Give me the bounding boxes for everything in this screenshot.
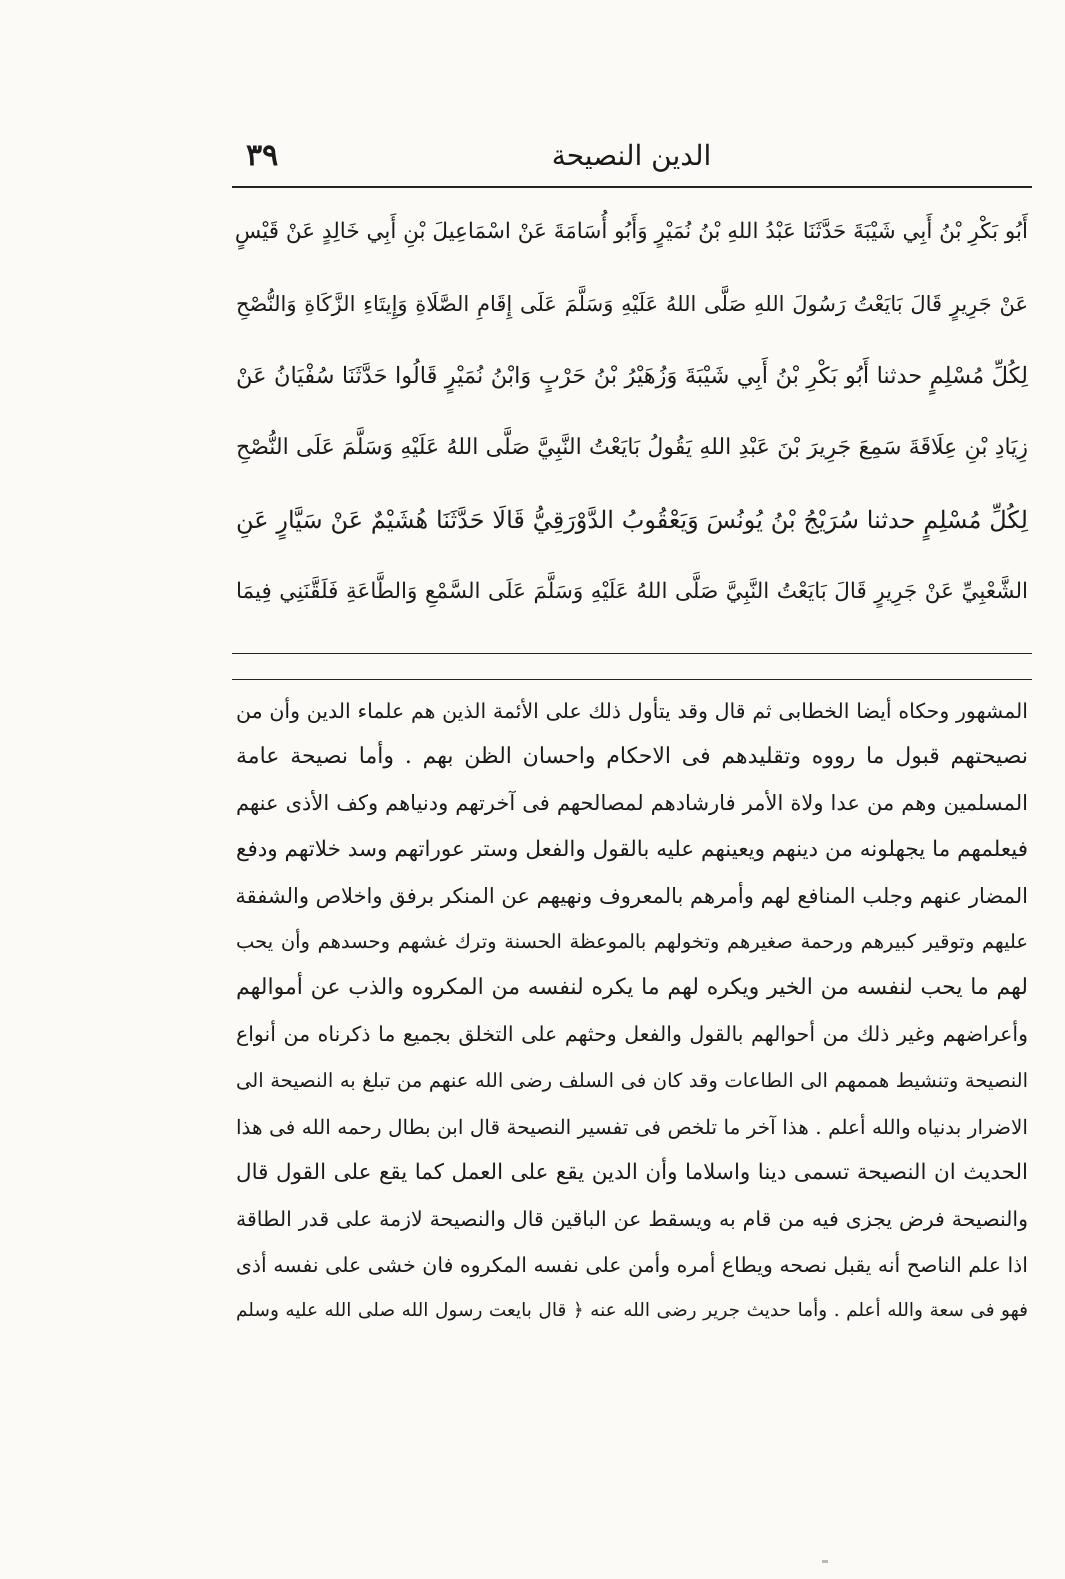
commentary-line: النصيحة وتنشيط هممهم الى الطاعات وقد كان فى السلف رضى الله عنهم من تبلغ به النصيحة الى <box>236 1068 1028 1092</box>
commentary-line: فيعلمهم ما يجهلونه من دينهم ويعينهم عليه بالقول والفعل وستر عوراتهم وسد خلاتهم ودفع <box>236 836 1028 862</box>
header-rule <box>232 186 1032 188</box>
commentary-line: المضار عنهم وجلب المنافع لهم وأمرهم بالمعروف ونهيهم عن المنكر برفق واخلاص والشفقة <box>235 883 1028 908</box>
commentary-line: نصيحتهم قبول ما رووه وتقليدهم فى الاحكام واحسان الظن بهم . وأما نصيحة عامة <box>236 744 1028 770</box>
hadith-line: عَنْ جَرِيرٍ قَالَ بَايَعْتُ رَسُولَ اللهِ صَلَّى اللهُ عَلَيْهِ وَسَلَّمَ عَلَى إِقَامِ الصَّلَاةِ وَإِيتَاءِ الزَّكَاةِ وَالنُّصْحِ <box>236 292 1028 316</box>
page-header <box>234 130 1029 180</box>
commentary-line: فهو فى سعة والله أعلم . وأما حديث جرير رضى الله عنه ﴿ قال بايعت رسول الله صلى الله عليه وسلم <box>236 1300 1028 1322</box>
commentary-line: المسلمين وهم من عدا ولاة الأمر فارشادهم لمصالحهم فى آخرتهم ودنياهم وكف الأذى عنهم <box>236 791 1028 816</box>
commentary-line: المشهور وحكاه أيضا الخطابى ثم قال وقد يتأول ذلك على الأئمة الذين هم علماء الدين وأن من <box>236 699 1028 723</box>
hadith-line: لِكُلِّ مُسْلِمٍ حدثنا أَبُو بَكْرِ بْنُ أَبِي شَيْبَةَ وَزُهَيْرُ بْنُ حَرْبٍ وَابْنُ نُمَيْرٍ قَالُوا حَدَّثَنَا سُفْيَانُ عَنْ <box>236 363 1028 389</box>
commentary-line: اذا علم الناصح أنه يقبل نصحه ويطاع أمره وأمن على نفسه المكروه فان خشى على نفسه أذى <box>235 1253 1028 1278</box>
commentary-line: لهم ما يحب لنفسه من الخير ويكره لهم ما يكره لنفسه من المكروه والذب عن أموالهم <box>236 975 1029 1001</box>
commentary-line: الحديث ان النصيحة تسمى دينا واسلاما وأن الدين يقع على العمل كما يقع على القول قال <box>236 1159 1028 1185</box>
commentary-line: وأعراضهم وغير ذلك من أحوالهم بالقول والفعل وحثهم على التخلق بجميع ما ذكرناه من أنواع <box>236 1022 1028 1047</box>
hadith-line: الشَّعْبِيِّ عَنْ جَرِيرٍ قَالَ بَايَعْتُ النَّبِيَّ صَلَّى اللهُ عَلَيْهِ وَسَلَّمَ عَلَى السَّمْعِ وَالطَّاعَةِ فَلَقَّنَنِي فِيمَا <box>236 579 1028 604</box>
scan-speck <box>822 1560 828 1563</box>
hadith-text-block <box>236 196 1028 628</box>
hadith-line: لِكُلِّ مُسْلِمٍ حدثنا سُرَيْجُ بْنُ يُونُسَ وَيَعْقُوبُ الدَّوْرَقِيُّ قَالَا حَدَّثَنَا هُشَيْمٌ عَنْ سَيَّارٍ عَنِ <box>236 506 1028 534</box>
page-number: ٣٩ <box>246 138 279 173</box>
commentary-top-rule <box>232 679 1032 680</box>
commentary-line: الاضرار بدنياه والله أعلم . هذا آخر ما تلخص فى تفسير النصيحة قال ابن بطال رحمه الله فى هذا <box>236 1114 1028 1139</box>
hadith-line: زِيَادِ بْنِ عِلَاقَةَ سَمِعَ جَرِيرَ بْنَ عَبْدِ اللهِ يَقُولُ بَايَعْتُ النَّبِيَّ صَلَّى اللهُ عَلَيْهِ وَسَلَّمَ عَلَى النُّصْحِ <box>236 435 1028 460</box>
commentary-line: والنصيحة فرض يجزى فيه من قام به ويسقط عن الباقين قال والنصيحة لازمة على قدر الطاقة <box>236 1207 1028 1232</box>
hadith-line: أَبُو بَكْرِ بْنُ أَبِي شَيْبَةَ حَدَّثَنَا عَبْدُ اللهِ بْنُ نُمَيْرٍ وَأَبُو أُسَامَةَ عَنْ اسْمَاعِيلَ بْنِ أَبِي خَالِدٍ عَنْ قَيْسٍ <box>234 219 1028 244</box>
hadith-bottom-rule <box>232 653 1032 654</box>
commentary-text-block <box>236 688 1028 1335</box>
running-title: الدين النصيحة <box>551 139 712 172</box>
commentary-line: عليهم وتوقير كبيرهم ورحمة صغيرهم وتخولهم بالموعظة الحسنة وترك غشهم وحسدهم وأن يحب <box>236 929 1028 953</box>
